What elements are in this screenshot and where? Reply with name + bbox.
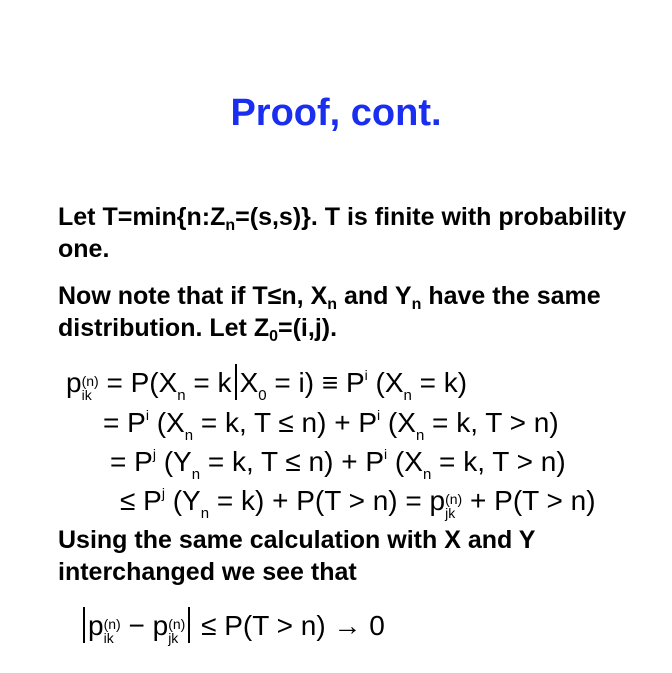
paragraph-definition-of-T: Let $T=\min\{n:Z_n=(s,s)\}$. T is finite with probability one. xyxy=(58,203,627,263)
paragraph-same-distribution: Now note that if T≤n, $X_n$ and $Y_n$ have the same distribution. Let $Z_0=(i,j)$. xyxy=(58,282,601,345)
abs-bar-right xyxy=(188,607,190,643)
conditional-bar xyxy=(235,364,237,400)
equation-line-1: p (n) ik = $P(X_n = k$ $X_0 = i) \equiv P^i$ $(X_n = k)$ xyxy=(66,364,467,402)
final-equation: p (n) ik − p (n) jk ≤ P(T > n) → 0 xyxy=(80,607,385,645)
paragraph-interchange: Using the same calculation with X and Y interchanged we see that xyxy=(58,526,535,586)
abs-bar-left xyxy=(83,607,85,643)
equation-line-4: ≤ $P^j$ $(Y_n = k) + P(T > n) = p$ (n) jk + P(T > n) xyxy=(120,485,596,522)
slide-title: Proof, cont. xyxy=(230,92,442,134)
equation-line-2: = $P^i$ ($X_n = k$, $T \le n) + P^i$ ($X_n = k$, T > n) xyxy=(103,407,559,444)
equation-line-3: = $P^j$ ($Y_n = k$, $T \le n) + P^i$ ($X_n = k$, T > n) xyxy=(110,446,566,483)
